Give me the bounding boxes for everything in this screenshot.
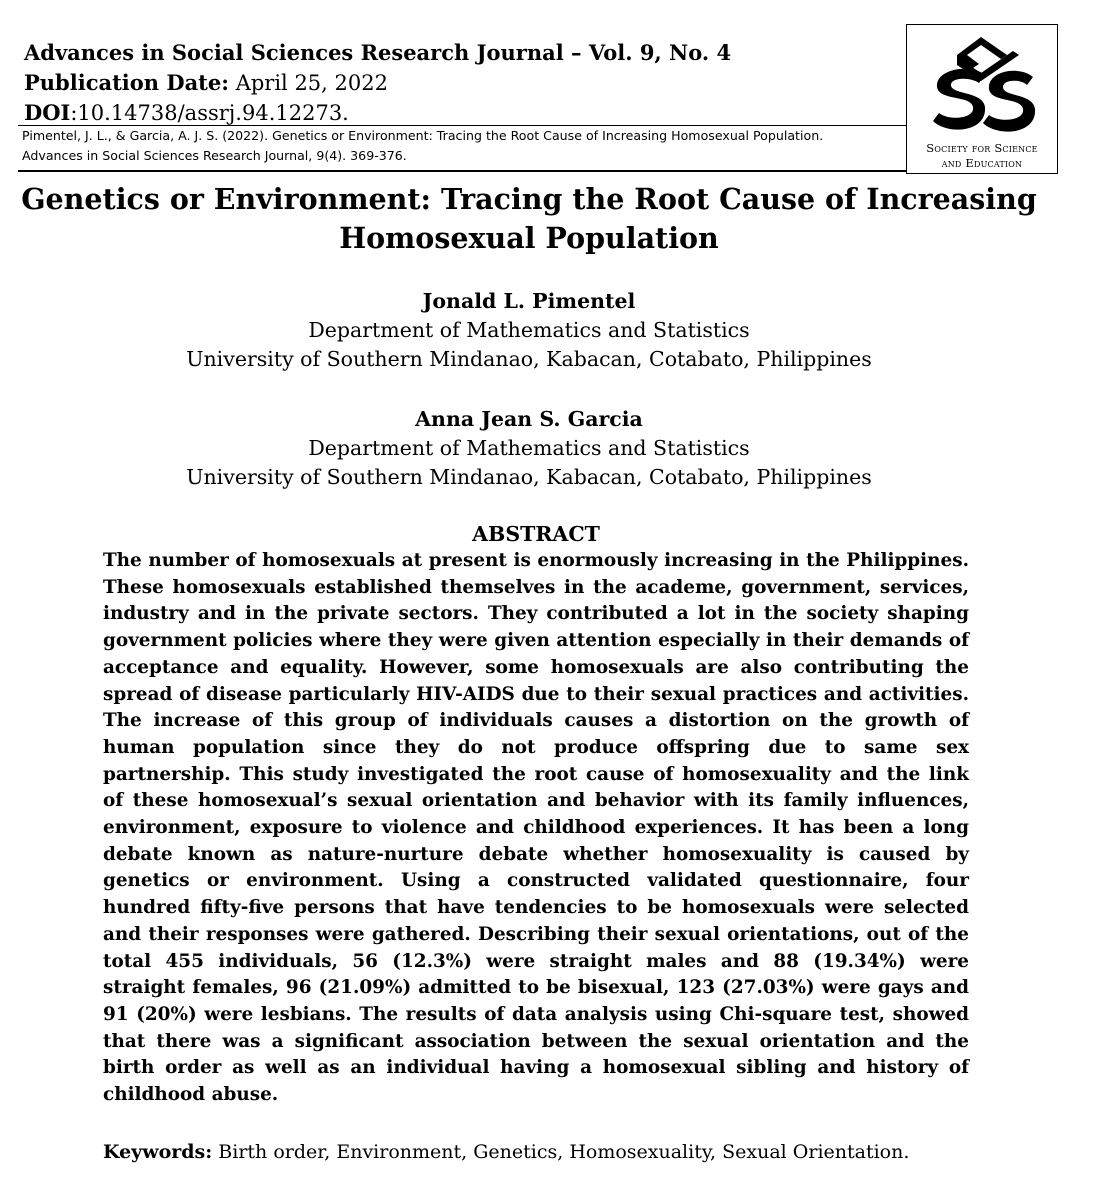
logo-text-line-2: and Education <box>941 156 1023 170</box>
author-department: Department of Mathematics and Statistics <box>308 318 750 342</box>
citation <box>22 126 906 166</box>
author-department: Department of Mathematics and Statistics <box>308 436 750 460</box>
author-block-2 <box>0 405 1058 492</box>
citation-line-1: Pimentel, J. L., & Garcia, A. J. S. (2022). Genetics or Environment: Tracing the Root Cause of Increasing Homosexual Population. <box>22 128 824 143</box>
keywords-value: Birth order, Environment, Genetics, Homosexuality, Sexual Orientation. <box>212 1141 910 1163</box>
keywords-label: Keywords: <box>103 1141 213 1163</box>
journal-line: Advances in Social Sciences Research Journal – Vol. 9, No. 4 <box>24 40 732 65</box>
author-name: Jonald L. Pimentel <box>422 289 636 313</box>
logo-text-line-1: Society for Science <box>926 141 1038 155</box>
citation-line-2: Advances in Social Sciences Research Journal, 9(4). 369-376. <box>22 148 407 163</box>
doi[interactable]: DOI:10.14738/assrj.94.12273. <box>24 100 349 125</box>
paper-title: Genetics or Environment: Tracing the Root Cause of Increasing Homosexual Population <box>21 182 1037 255</box>
author-block-1 <box>0 287 1058 374</box>
sse-logo-icon <box>921 29 1045 141</box>
publication-date: Publication Date: April 25, 2022 <box>24 70 388 95</box>
sse-logo <box>906 24 1058 174</box>
keywords <box>103 1138 1003 1166</box>
abstract-text: The number of homosexuals at present is enormously increasing in the Philippines. These homosexuals established themselves in the academe, government, services, industry and in the private sectors. They contributed a lot in the society shaping government policies where they were given attention especially in their demands of acceptance and equality. However, some homosexuals are also contributing the spread of disease particularly HIV-AIDS due to their sexual practices and activities. The increase of this group of individuals causes a distortion on the growth of human population since they do not produce offspring due to same sex partnership. This study investigated the root cause of homosexuality and the link of these homosexual’s sexual orientation and behavior with its family influences, environment, exposure to violence and childhood experiences. It has been a long debate known as nature-nurture debate whether homosexuality is caused by genetics or environment. Using a constructed validated questionnaire, four hundred fifty-five persons that have tendencies to be homosexuals were selected and their responses were gathered. Describing their sexual orientations, out of the total 455 individuals, 56 (12.3%) were straight males and 88 (19.34%) were straight females, 96 (21.09%) admitted to be bisexual, 123 (27.03%) were gays and 91 (20%) were lesbians. The results of data analysis using Chi-square test, showed that there was a significant association between the sexual orientation and the birth order as well as an individual having a homosexual sibling and history of childhood abuse. <box>103 550 969 1106</box>
author-affiliation: University of Southern Mindanao, Kabacan, Cotabato, Philippines <box>186 465 872 489</box>
author-affiliation: University of Southern Mindanao, Kabacan, Cotabato, Philippines <box>186 347 872 371</box>
abstract-heading: ABSTRACT <box>472 522 600 546</box>
logo-text <box>907 141 1057 171</box>
journal-header <box>24 38 904 128</box>
author-name: Anna Jean S. Garcia <box>415 407 643 431</box>
header-rule-bottom <box>18 170 906 172</box>
